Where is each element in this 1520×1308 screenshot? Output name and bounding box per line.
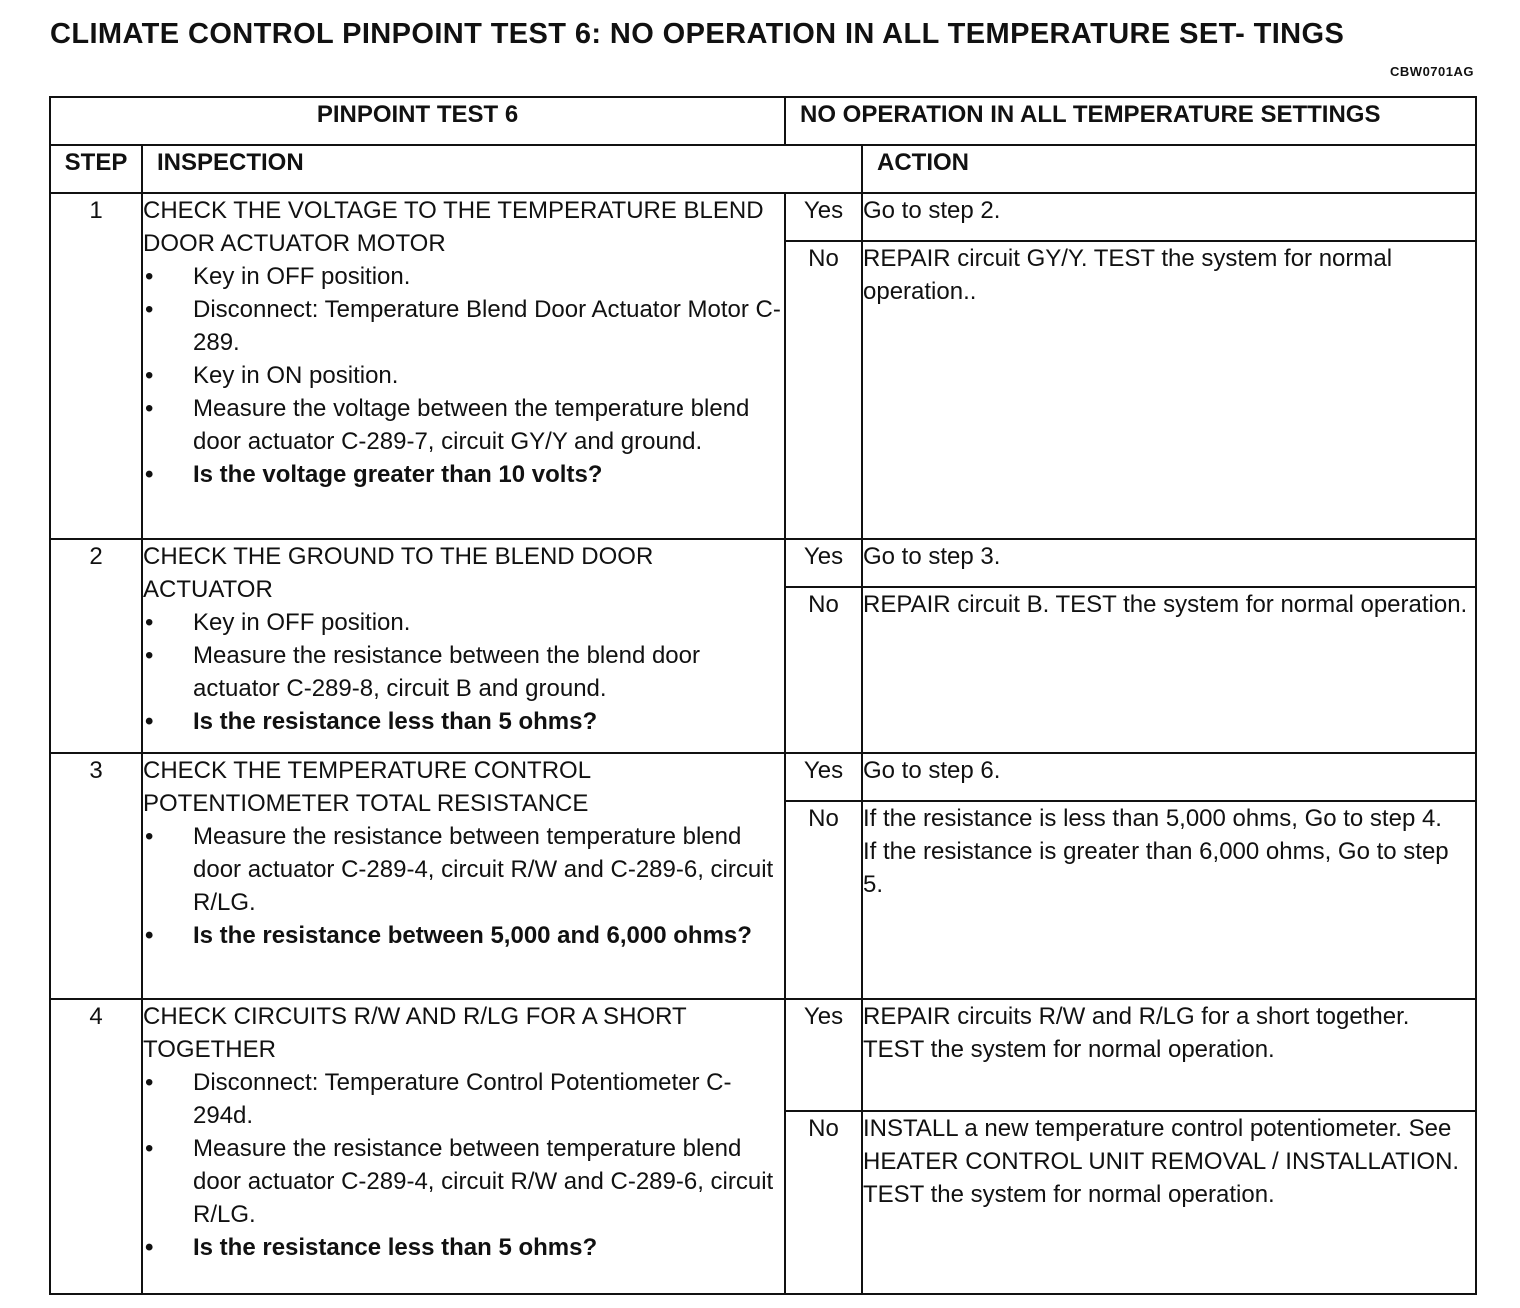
step-heading: CHECK THE TEMPERATURE CONTROL POTENTIOMETER TOTAL RESISTANCE [143,757,591,817]
yes-label: Yes [785,753,862,801]
step-inspection [142,999,785,1294]
step-row [50,539,1476,587]
yes-action [862,193,1476,241]
step-heading: CHECK CIRCUITS R/W AND R/LG FOR A SHORT TOGETHER [143,1003,687,1063]
step-checklist [143,606,784,738]
step-question: • Is the resistance less than 5 ohms? [143,705,784,738]
yes-label: Yes [785,539,862,587]
step-row [50,999,1476,1111]
step-number: 4 [50,999,142,1294]
yes-action [862,753,1476,801]
page-title: CLIMATE CONTROL PINPOINT TEST 6: NO OPERATION IN ALL TEMPERATURE SET- TINGS [50,18,1345,50]
step-row [50,753,1476,801]
action-text: Go to step 3. [863,543,1001,570]
step-heading: CHECK THE GROUND TO THE BLEND DOOR ACTUATOR [143,543,654,603]
yes-action [862,999,1476,1111]
action-text: Go to step 6. [863,757,1001,784]
list-item: • Measure the resistance between temperature blend door actuator C-289-4, circuit R/W and C-289-6, circuit R/LG. [143,820,784,919]
yes-action [862,539,1476,587]
no-label: No [785,587,862,753]
figure-id: CBW0701AG [1390,64,1474,79]
step-question: • Is the resistance between 5,000 and 6,000 ohms? [143,919,784,952]
list-item: • Key in OFF position. [143,606,784,639]
step-number: 1 [50,193,142,539]
action-text: REPAIR circuit GY/Y. TEST the system for normal operation.. [863,245,1393,305]
column-header-row [50,145,1476,193]
yes-label: Yes [785,999,862,1111]
step-inspection [142,193,785,539]
step-inspection [142,753,785,999]
list-item: • Measure the resistance between the blend door actuator C-289-8, circuit B and ground. [143,639,784,705]
pinpoint-test-description: NO OPERATION IN ALL TEMPERATURE SETTINGS [785,97,1476,145]
yes-label: Yes [785,193,862,241]
step-checklist [143,1066,784,1264]
action-text: If the resistance is less than 5,000 ohms, Go to step 4. [863,805,1442,832]
no-action [862,241,1476,539]
list-item: • Key in OFF position. [143,260,784,293]
step-question: • Is the resistance less than 5 ohms? [143,1231,784,1264]
column-header-action: ACTION [862,145,1476,193]
step-question: • Is the voltage greater than 10 volts? [143,458,784,491]
list-item: • Disconnect: Temperature Control Potentiometer C-294d. [143,1066,784,1132]
column-header-step: STEP [50,145,142,193]
action-text: Go to step 2. [863,197,1001,224]
list-item: • Measure the voltage between the temperature blend door actuator C-289-7, circuit GY/Y and ground. [143,392,784,458]
step-heading: CHECK THE VOLTAGE TO THE TEMPERATURE BLEND DOOR ACTUATOR MOTOR [143,197,764,257]
no-label: No [785,801,862,999]
step-number: 3 [50,753,142,999]
table-title-row [50,97,1476,145]
action-text: REPAIR circuits R/W and R/LG for a short together. TEST the system for normal operation. [863,1003,1410,1063]
action-text: REPAIR circuit B. TEST the system for normal operation. [863,591,1468,618]
step-checklist [143,260,784,491]
list-item: • Disconnect: Temperature Blend Door Actuator Motor C-289. [143,293,784,359]
action-text: If the resistance is greater than 6,000 ohms, Go to step 5. [863,838,1449,898]
no-action [862,801,1476,999]
step-checklist [143,820,784,952]
pinpoint-test-table [49,96,1477,1295]
action-text: INSTALL a new temperature control potentiometer. See HEATER CONTROL UNIT REMOVAL / INSTALLATION. TEST the system for normal operation. [863,1115,1460,1208]
step-row [50,193,1476,241]
pinpoint-test-label: PINPOINT TEST 6 [50,97,785,145]
no-label: No [785,1111,862,1294]
no-action [862,587,1476,753]
no-action [862,1111,1476,1294]
column-header-inspection: INSPECTION [142,145,862,193]
step-number: 2 [50,539,142,753]
list-item: • Key in ON position. [143,359,784,392]
list-item: • Measure the resistance between temperature blend door actuator C-289-4, circuit R/W and C-289-6, circuit R/LG. [143,1132,784,1231]
no-label: No [785,241,862,539]
step-inspection [142,539,785,753]
